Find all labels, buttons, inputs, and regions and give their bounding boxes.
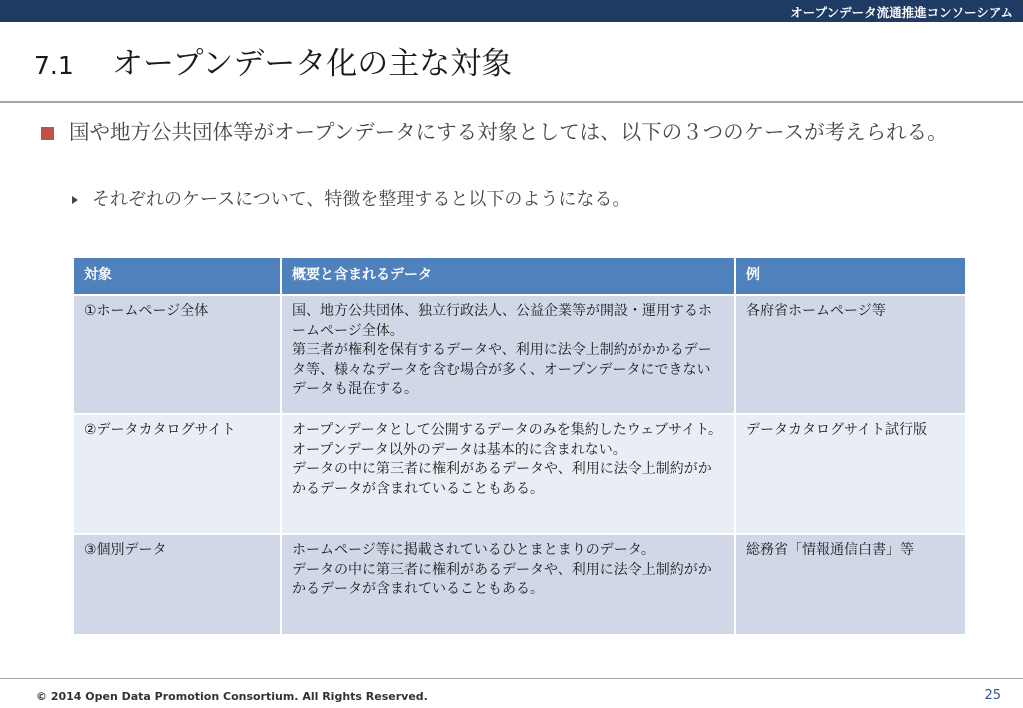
summary-cell <box>281 534 735 635</box>
target-cell: ①ホームページ全体 <box>73 295 281 414</box>
summary-line: ホームページ等に掲載されているひとまとまりのデータ。 <box>292 542 655 558</box>
example-cell: 総務省「情報通信白書」等 <box>735 534 966 635</box>
summary-line: 第三者が権利を保有するデータや、利用に法令上制約がかかるデータ等、様々なデータを含む場合が多く、オープンデータにできないデータも混在する。 <box>292 342 712 397</box>
footer-divider <box>0 678 1023 679</box>
table-row <box>73 534 966 635</box>
summary-line: データの中に第三者に権利があるデータや、利用に法令上制約がかかるデータが含まれていることもある。 <box>292 561 712 597</box>
summary-line: データの中に第三者に権利があるデータや、利用に法令上制約がかかるデータが含まれていることもある。 <box>292 461 712 497</box>
title-text: オープンデータ化の主な対象 <box>112 46 513 82</box>
example-cell: データカタログサイト試行版 <box>735 414 966 534</box>
header-bar <box>0 0 1023 22</box>
title-number: 7.1 <box>34 51 74 80</box>
header-example: 例 <box>735 257 966 295</box>
summary-cell <box>281 414 735 534</box>
summary-line: 国、地方公共団体、独立行政法人、公益企業等が開設・運用するホームページ全体。 <box>292 303 712 339</box>
target-cell: ③個別データ <box>73 534 281 635</box>
square-bullet-icon <box>41 127 54 140</box>
main-bullet-text: 国や地方公共団体等がオープンデータにする対象としては、以下の３つのケースが考えられる。 <box>69 120 948 144</box>
example-cell: 各府省ホームページ等 <box>735 295 966 414</box>
target-table <box>72 256 967 636</box>
summary-cell <box>281 295 735 414</box>
page-title <box>34 38 512 83</box>
summary-line: オープンデータとして公開するデータのみを集約したウェブサイト。オープンデータ以外のデータは基本的に含まれない。 <box>292 422 722 458</box>
table-header-row <box>73 257 966 295</box>
table-row <box>73 414 966 534</box>
header-summary: 概要と含まれるデータ <box>281 257 735 295</box>
triangle-bullet-icon <box>72 196 78 204</box>
footer-copyright: © 2014 Open Data Promotion Consortium. All Rights Reserved. <box>36 690 428 703</box>
page-number: 25 <box>984 688 1001 703</box>
table-row <box>73 295 966 414</box>
title-divider <box>0 101 1023 103</box>
header-org-name: オープンデータ流通推進コンソーシアム <box>790 5 1013 20</box>
header-target: 対象 <box>73 257 281 295</box>
sub-bullet-text: それぞれのケースについて、特徴を整理すると以下のようになる。 <box>92 189 631 210</box>
target-cell: ②データカタログサイト <box>73 414 281 534</box>
